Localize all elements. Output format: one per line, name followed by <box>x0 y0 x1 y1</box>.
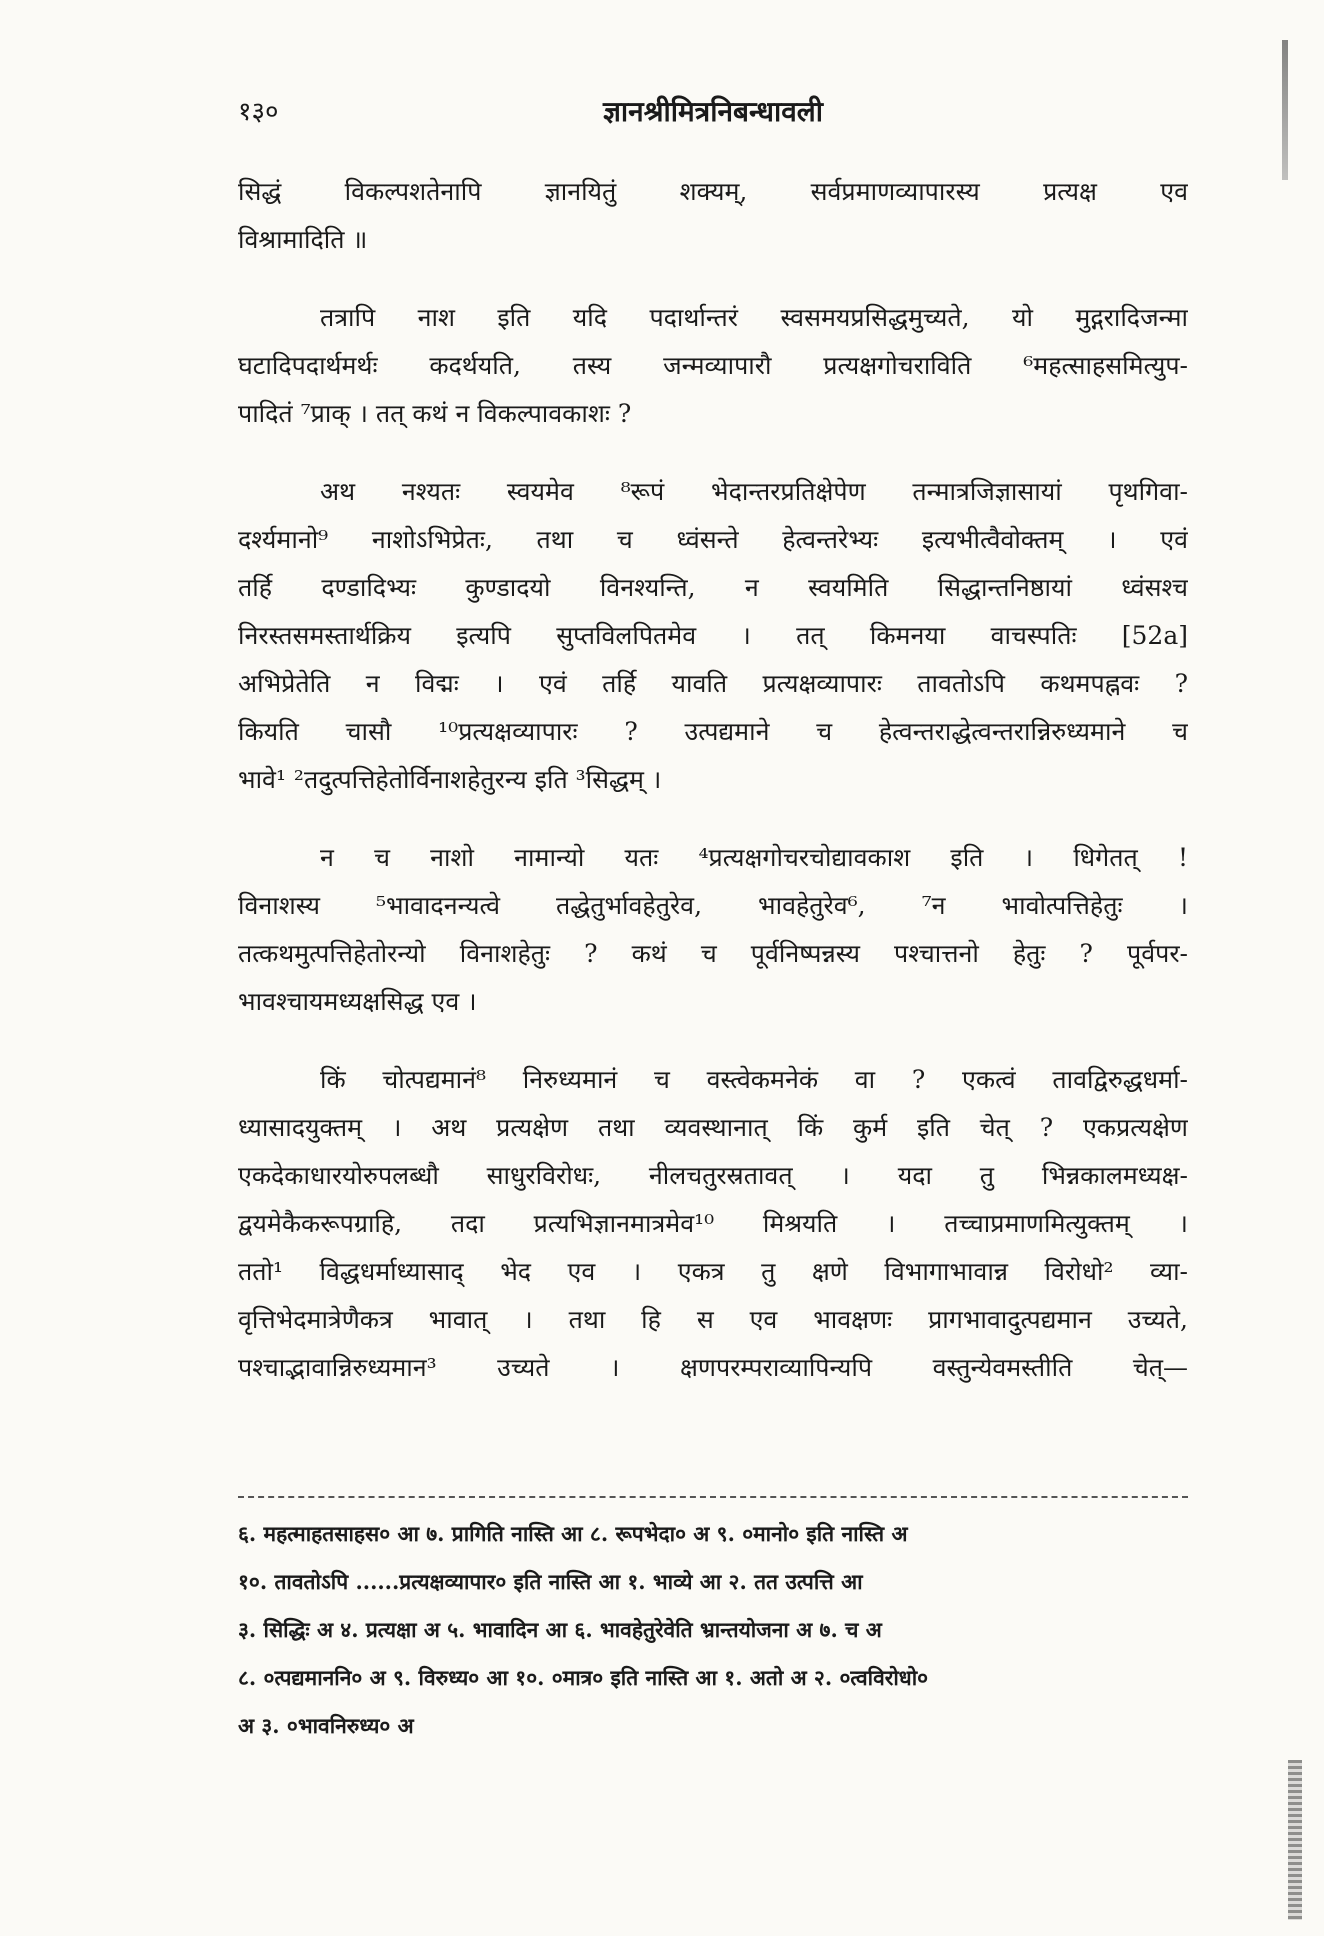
running-header <box>238 92 1188 132</box>
text-line: कियति चासौ ¹⁰प्रत्यक्षव्यापारः ? उत्पद्यमाने च हेत्वन्तराद्धेत्वन्तरान्निरुध्यमाने च <box>238 717 1188 746</box>
text-line: ततो¹ विद्धधर्माध्यासाद् भेद एव । एकत्र तु क्षणे विभागाभावान्न विरोधो² व्या- <box>238 1257 1188 1286</box>
text-line: अभिप्रेतेति न विद्मः । एवं तर्हि यावति प्रत्यक्षव्यापारः तावतोऽपि कथमपह्नवः ? <box>238 669 1188 698</box>
text-line: द्वयमेकैकरूपग्राहि, तदा प्रत्यभिज्ञानमात्रमेव¹⁰ मिश्रयति । तच्चाप्रमाणमित्युक्तम् । <box>238 1209 1188 1238</box>
text-line: घटादिपदार्थमर्थः कदर्थयति, तस्य जन्मव्यापारौ प्रत्यक्षगोचराविति ⁶महत्साहसमित्युप- <box>238 351 1188 380</box>
page-number: १३० <box>238 97 279 127</box>
paragraph <box>238 834 1188 1026</box>
text-line: सिद्धं विकल्पशतेनापि ज्ञानयितुं शक्यम्, सर्वप्रमाणव्यापारस्य प्रत्यक्ष एव <box>238 177 1188 206</box>
text-line: तत्कथमुत्पत्तिहेतोरन्यो विनाशहेतुः ? कथं च पूर्वनिष्पन्नस्य पश्चात्तनो हेतुः ? पूर्वपर- <box>238 939 1188 968</box>
paragraph <box>238 1056 1188 1392</box>
footnote-line: ६. महत्माहतसाहस० आ ७. प्रागिति नास्ति आ ८. रूपभेदा० अ ९. ०मानो० इति नास्ति अ <box>238 1521 908 1546</box>
footnote-divider <box>238 1496 1188 1498</box>
text-line: पादितं ⁷प्राक् । तत् कथं न विकल्पावकाशः ? <box>238 399 632 428</box>
text-line: एकदेकाधारयोरुपलब्धौ साधुरविरोधः, नीलचतुरस्रतावत् । यदा तु भिन्नकालमध्यक्ष- <box>238 1161 1188 1190</box>
running-title: ज्ञानश्रीमित्रनिबन्धावली <box>602 95 824 128</box>
text-line: निरस्तसमस्तार्थक्रिय इत्यपि सुप्तविलपितमेव । तत् किमनया वाचस्पतिः [52a] <box>238 621 1188 650</box>
footnote-line: अ ३. ०भावनिरुध्य० अ <box>238 1713 414 1738</box>
text-line: भावे¹ ²तदुत्पत्तिहेतोर्विनाशहेतुरन्य इति ³सिद्धम् । <box>238 765 662 794</box>
footnotes <box>238 1510 1188 1750</box>
text-line: वृत्तिभेदमात्रेणैकत्र भावात् । तथा हि स एव भावक्षणः प्रागभावादुत्पद्यमान उच्यते, <box>238 1305 1188 1334</box>
text-line: अथ नश्यतः स्वयमेव ⁸रूपं भेदान्तरप्रतिक्षेपेण तन्मात्रजिज्ञासायां पृथगिवा- <box>320 477 1188 506</box>
text-line: तर्हि दण्डादिभ्यः कुण्डादयो विनश्यन्ति, न स्वयमिति सिद्धान्तनिष्ठायां ध्वंसश्च <box>238 573 1188 602</box>
text-line: न च नाशो नामान्यो यतः ⁴प्रत्यक्षगोचरचोद्यावकाश इति । धिगेतत् ! <box>320 843 1188 872</box>
text-line: ध्यासादयुक्तम् । अथ प्रत्यक्षेण तथा व्यवस्थानात् किं कुर्म इति चेत् ? एकप्रत्यक्षेण <box>238 1113 1188 1142</box>
text-line: किं चोत्पद्यमानं⁸ निरुध्यमानं च वस्त्वेकमनेकं वा ? एकत्वं तावद्विरुद्धधर्मा- <box>320 1065 1188 1094</box>
text-line: पश्चाद्भावान्निरुध्यमान³ उच्यते । क्षणपरम्पराव्यापिन्यपि वस्तुन्येवमस्तीति चेत्— <box>238 1353 1188 1382</box>
footnote-line: ३. सिद्धिः अ ४. प्रत्यक्षा अ ५. भावादिन आ ६. भावहेतुरेवेति भ्रान्तयोजना अ ७. च अ <box>238 1617 882 1642</box>
paragraph <box>238 294 1188 438</box>
text-line: विनाशस्य ⁵भावादनन्यत्वे तद्धेतुर्भावहेतुरेव, भावहेतुरेव⁶, ⁷न भावोत्पत्तिहेतुः । <box>238 891 1188 920</box>
footnote-line: ८. ०त्पद्यमाननि० अ ९. विरुध्य० आ १०. ०मात्र० इति नास्ति आ १. अतो अ २. ०त्वविरोधो० <box>238 1665 929 1690</box>
text-line: विश्रामादिति ॥ <box>238 225 368 254</box>
main-text <box>238 168 1188 1422</box>
paragraph <box>238 468 1188 804</box>
text-line: दर्श्यमानो⁹ नाशोऽभिप्रेतः, तथा च ध्वंसन्ते हेत्वन्तरेभ्यः इत्यभीत्वैवोक्तम् । एवं <box>238 525 1188 554</box>
footnote-line: १०. तावतोऽपि ......प्रत्यक्षव्यापार० इति नास्ति आ १. भाव्ये आ २. तत उत्पत्ति आ <box>238 1569 863 1594</box>
page-edge-mark <box>1288 1760 1302 1920</box>
text-line: भावश्चायमध्यक्षसिद्ध एव । <box>238 987 477 1016</box>
page-edge-mark <box>1282 40 1288 180</box>
text-line: तत्रापि नाश इति यदि पदार्थान्तरं स्वसमयप्रसिद्धमुच्यते, यो मुद्गरादिजन्मा <box>320 303 1188 332</box>
paragraph <box>238 168 1188 264</box>
